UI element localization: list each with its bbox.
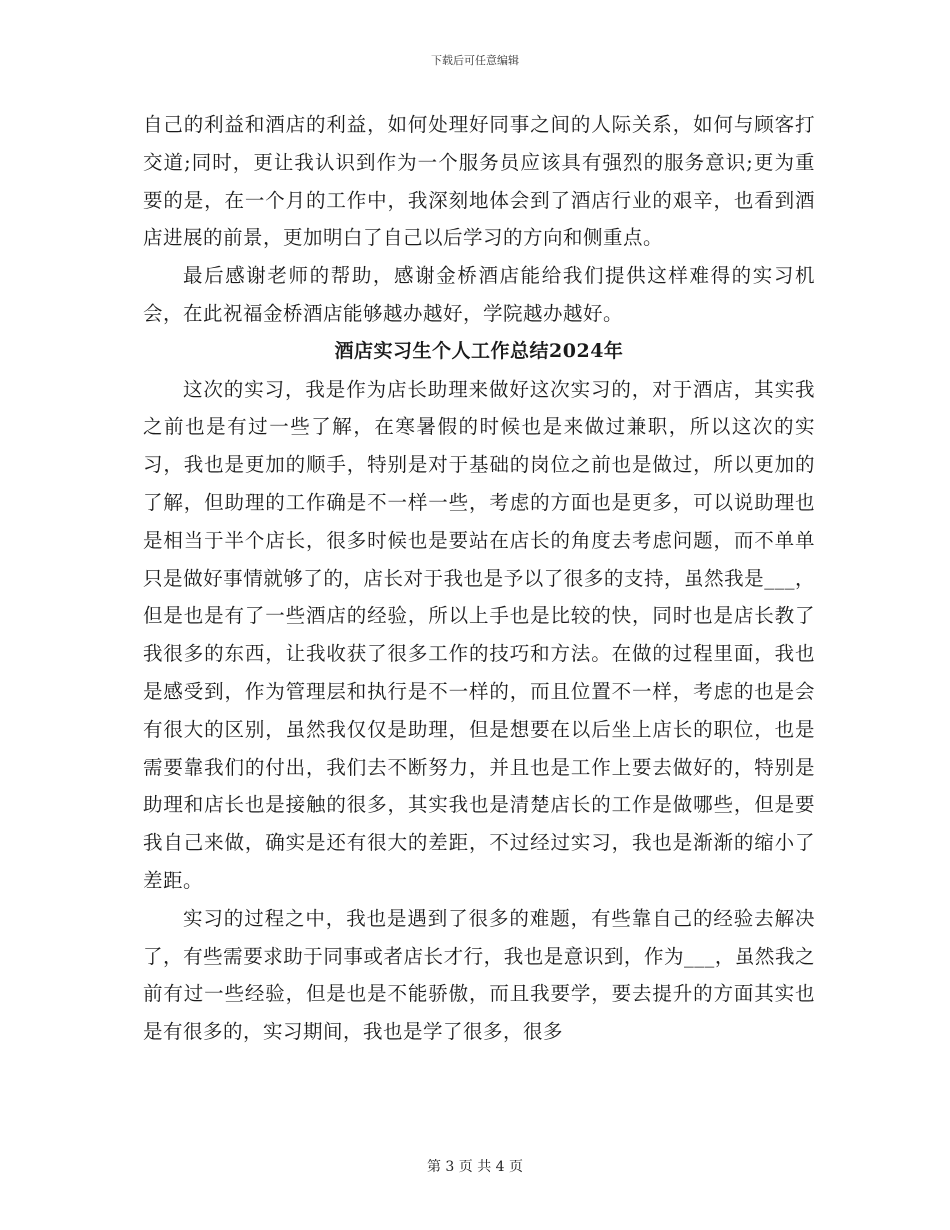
paragraph-internship-role: 这次的实习，我是作为店长助理来做好这次实习的，对于酒店，其实我之前也是有过一些了解，在寒暑假的时候也是来做过兼职，所以这次的实习，我也是更加的顺手，特别是对于基础的岗位之前也是做过，所以更加的了解，但助理的工作确是不一样一些，考虑的方面也是更多，可以说助理也是相当于半个店长，很多时候也是要站在店长的角度去考虑问题，而不单单只是做好事情就够了的，店长对于我也是予以了很多的支持，虽然我是___，但是也是有了一些酒店的经验，所以上手也是比较的快，同时也是店长教了我很多的东西，让我收获了很多工作的技巧和方法。在做的过程里面，我也是感受到，作为管理层和执行是不一样的，而且位置不一样，考虑的也是会有很大的区别，虽然我仅仅是助理，但是想要在以后坐上店长的职位，也是需要靠我们的付出，我们去不断努力，并且也是工作上要去做好的，特别是助理和店长也是接触的很多，其实我也是清楚店长的工作是做哪些，但是要我自己来做，确实是还有很大的差距，不过经过实习，我也是渐渐的缩小了差距。 (143, 377, 815, 892)
paragraph-thanks: 最后感谢老师的帮助，感谢金桥酒店能给我们提供这样难得的实习机会，在此祝福金桥酒店能够越办越好，学院越办越好。 (143, 264, 815, 325)
page-header: 下载后可任意编辑 (431, 54, 519, 67)
document-body (143, 106, 815, 1051)
paragraph-internship-challenges: 实习的过程之中，我也是遇到了很多的难题，有些靠自己的经验去解决了，有些需要求助于同事或者店长才行，我也是意识到，作为___，虽然我之前有过一些经验，但是也是不能骄傲，而且我要学，要去提升的方面其实也是有很多的，实习期间，我也是学了很多，很多 (143, 906, 815, 1044)
page-number: 第 3 页 共 4 页 (426, 1159, 524, 1175)
paragraph-continuation: 自己的利益和酒店的利益，如何处理好同事之间的人际关系，如何与顾客打交道;同时，更让我认识到作为一个服务员应该具有强烈的服务意识;更为重要的是，在一个月的工作中，我深刻地体会到了酒店行业的艰辛，也看到酒店进展的前景，更加明白了自己以后学习的方向和侧重点。 (143, 113, 815, 250)
section-title: 酒店实习生个人工作总结2024年 (334, 339, 624, 362)
